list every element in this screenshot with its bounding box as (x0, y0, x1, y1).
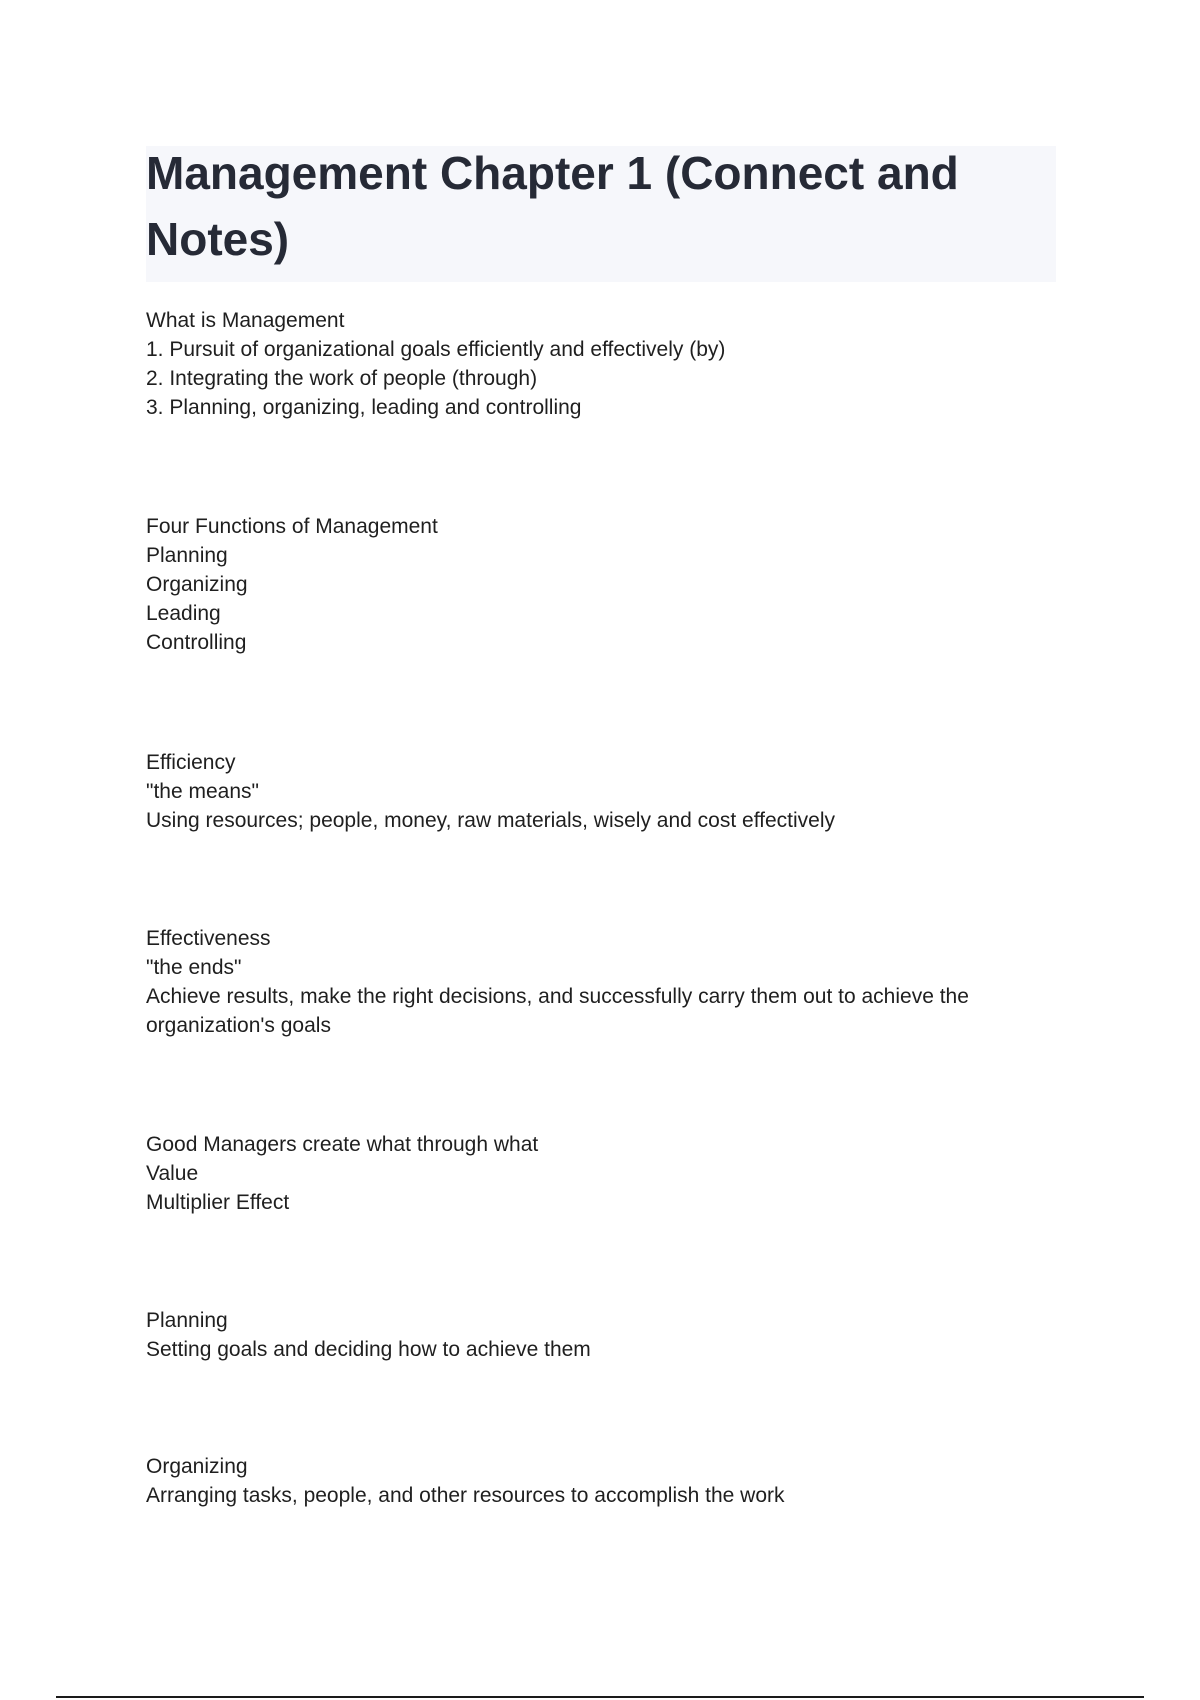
section-four-functions (146, 512, 1046, 657)
section-good-managers (146, 1130, 1046, 1217)
section-what-is-management (146, 306, 1046, 422)
section-heading: Efficiency (146, 751, 236, 774)
section-line: Value (146, 1162, 199, 1185)
section-heading: Four Functions of Management (146, 515, 438, 538)
section-line: 1. Pursuit of organizational goals efficiently and effectively (by) (146, 338, 726, 361)
section-line: Organizing (146, 573, 248, 596)
section-line: "the means" (146, 780, 259, 803)
section-efficiency (146, 748, 1046, 835)
section-line: Using resources; people, money, raw materials, wisely and cost effectively (146, 809, 836, 832)
section-line: Setting goals and deciding how to achieve them (146, 1338, 591, 1361)
section-line: 2. Integrating the work of people (through) (146, 367, 538, 390)
section-line: Leading (146, 602, 221, 625)
section-line: Achieve results, make the right decisions, and successfully carry them out to achieve the organization's goals (146, 985, 969, 1037)
section-line: Controlling (146, 631, 247, 654)
section-line: Multiplier Effect (146, 1191, 290, 1214)
footer-divider (56, 1696, 1144, 1698)
section-line: 3. Planning, organizing, leading and controlling (146, 396, 582, 419)
section-organizing (146, 1452, 1046, 1510)
section-heading: Effectiveness (146, 927, 271, 950)
section-heading: Organizing (146, 1455, 248, 1478)
section-effectiveness (146, 924, 1046, 1040)
section-line: "the ends" (146, 956, 242, 979)
section-planning (146, 1306, 1046, 1364)
section-line: Planning (146, 544, 228, 567)
page-title: Management Chapter 1 (Connect and Notes) (146, 147, 959, 265)
section-line: Arranging tasks, people, and other resources to accomplish the work (146, 1484, 785, 1507)
section-heading: Planning (146, 1309, 228, 1332)
section-heading: What is Management (146, 309, 345, 332)
section-heading: Good Managers create what through what (146, 1133, 539, 1156)
